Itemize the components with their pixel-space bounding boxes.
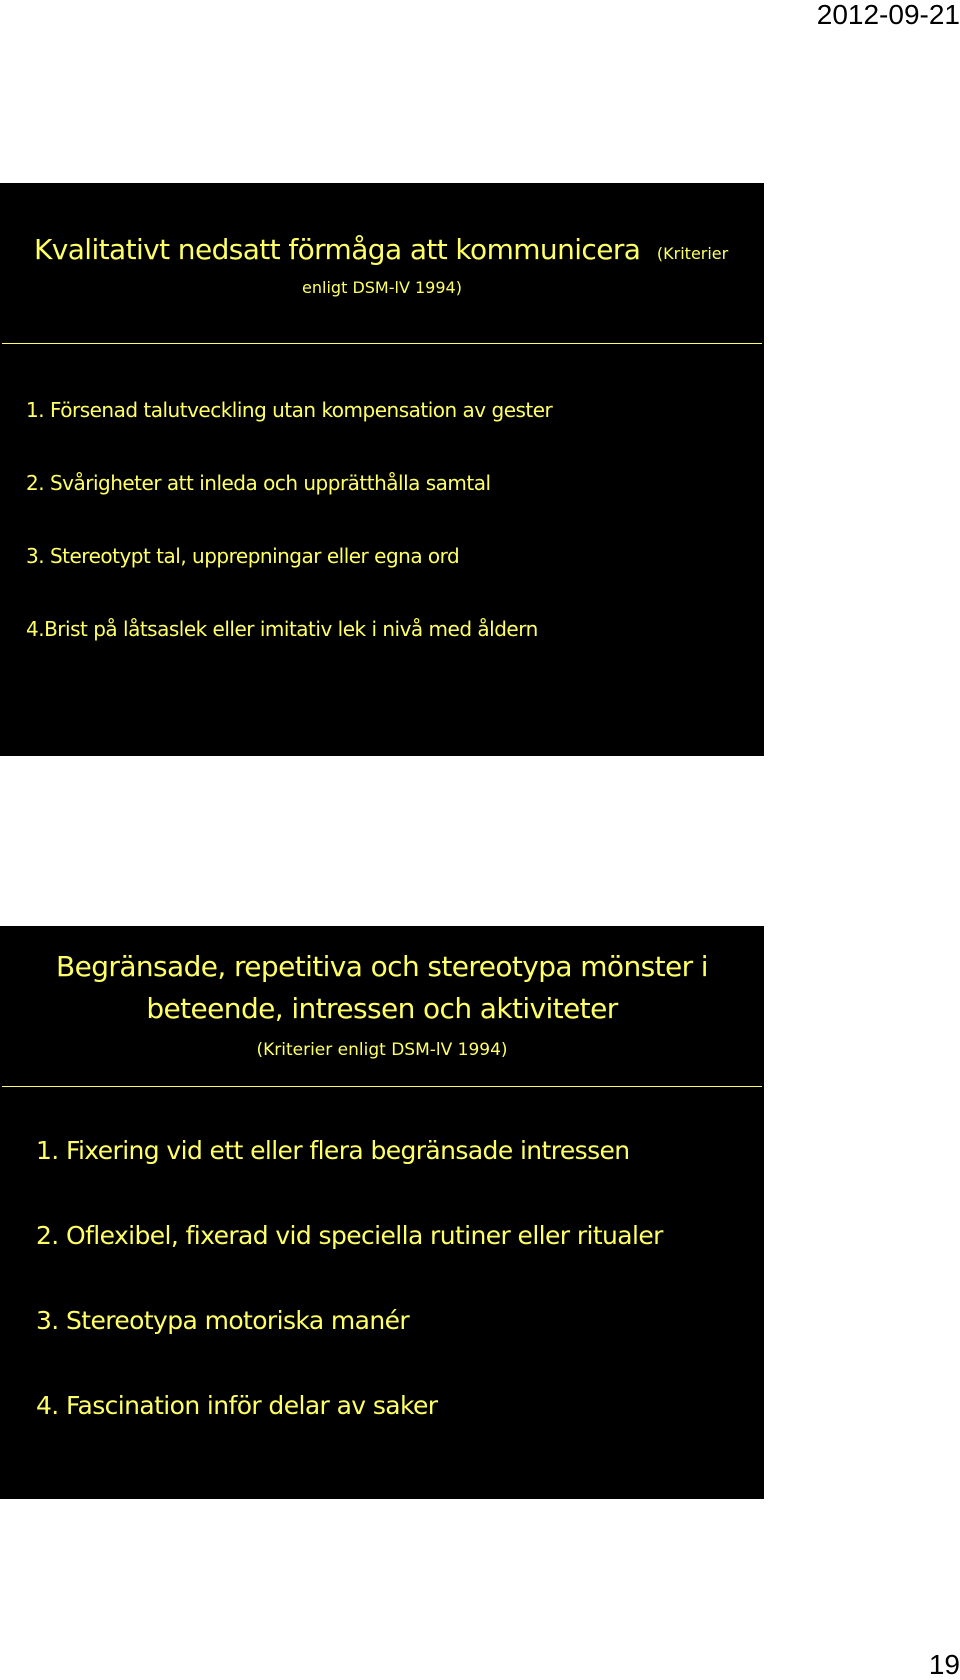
slide-subtitle: enligt DSM-lV 1994) [302,278,462,297]
criteria-item: 4. Fascination inför delar av saker [36,1391,438,1420]
slide-communication-criteria [0,183,764,756]
criteria-item: 2. Oflexibel, fixerad vid speciella rutiner eller ritualer [36,1221,663,1250]
criteria-item: 3. Stereotypa motoriska manér [36,1306,410,1335]
criteria-item: 1. Fixering vid ett eller flera begränsade intressen [36,1136,630,1165]
slide-repetitive-behaviour-criteria [0,926,764,1499]
criteria-item: 2. Svårigheter att inleda och upprätthålla samtal [26,471,491,495]
page-date: 2012-09-21 [816,0,960,30]
slide-title-text: Kvalitativt nedsatt förmåga att kommunicera [34,233,641,266]
slide-subtitle: (Kriterier enligt DSM-lV 1994) [256,1040,508,1060]
slide-title [0,946,764,1030]
slide-title [34,233,754,271]
slide-divider [2,343,762,344]
slide-title-note: (Kriterier [656,244,729,263]
page-number: 19 [928,1649,960,1680]
slide-title-line: beteende, intressen och aktiviteter [146,992,618,1025]
slide-title-line: Begränsade, repetitiva och stereotypa mönster i [56,950,708,983]
criteria-item: 3. Stereotypt tal, upprepningar eller egna ord [26,544,460,568]
slide-divider [2,1086,762,1087]
criteria-item: 4.Brist på låtsaslek eller imitativ lek i nivå med åldern [26,617,538,641]
criteria-item: 1. Försenad talutveckling utan kompensation av gester [26,398,553,422]
